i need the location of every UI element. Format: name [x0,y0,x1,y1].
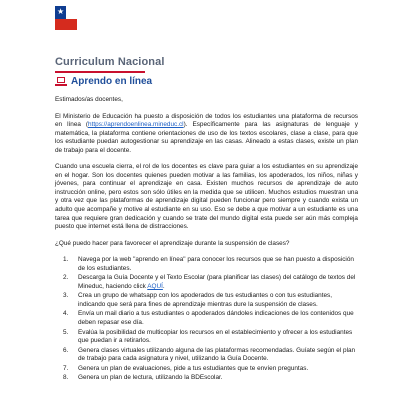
brand-subtitle-row [55,76,164,87]
question-heading: ¿Qué puedo hacer para favorecer el aprendizaje durante la suspensión de clases? [55,239,290,247]
list-item [63,364,358,374]
intro-paragraph [55,113,358,156]
download-link[interactable]: AQUÍ [147,282,163,290]
letter-body [55,96,358,384]
intro-text-end: ). Específicamente para las asignaturas de lenguaje y matemática, la plataforma contiene orientaciones de uso de los textos escolares, clase a clase, para que los estudiante puedan autogestionar su aprendizaje en las casas. Alineado a estas clases, existe un plan de trabajo para el docente. [55,121,358,154]
brand-divider [55,71,145,73]
list-item [63,292,358,309]
list-item [63,374,358,383]
star-icon: ★ [57,7,65,16]
step-number: 6. [63,346,69,354]
step-text: Genera clases virtuales utilizando alguna de las plataformas recomendadas. Guíate según el plan de trabajo para cada asignatura y nivel, utilizando la Guía Docente. [78,346,356,363]
chile-flag-icon [55,6,77,30]
step-text: Genera un plan de evaluaciones, pide a tus estudiantes que te envíen preguntas. [78,364,309,372]
step-text: Evalúa la posibilidad de multicopiar los recursos en el establecimiento y ofrecer a los estudiantes que puedan ir a retirarlos. [78,328,353,345]
intro-text-start: El Ministerio de Educación ha puesto a disposición de todos los estudiantes una plataforma de recursos en línea ( [55,112,358,129]
step-number: 5. [63,328,69,336]
step-number: 2. [63,274,69,282]
step-number: 1. [63,256,69,264]
step-text-end: . [162,282,165,290]
list-item [63,328,358,346]
government-logo [55,6,95,42]
brand-title: Curriculum Nacional [55,56,165,68]
list-item [63,346,358,364]
step-text: Envía un mail diario a tus estudiantes o apoderados dándoles indicaciones de los contenidos que deben repasar ese día. [78,310,354,327]
brand-header [55,56,164,87]
step-number: 4. [63,310,69,318]
list-item [63,274,358,291]
laptop-icon [55,77,67,86]
step-number: 3. [63,292,69,300]
brand-subtitle: Aprendo en línea [71,76,153,87]
platform-link[interactable]: https://aprendoenlinea.mineduc.cl [88,121,184,129]
step-text: Navega por la web "aprendo en línea" para conocer los recursos que se han puesto a disposición de los estudiantes. [78,256,354,272]
teacher-role-paragraph: Cuando una escuela cierra, el rol de los docentes es clave para guiar a los estudiantes en su aprendizaje en el hogar. Son los docentes quienes pueden motivar a las familias, los apoderados, los niños, niñas y jóvenes, para continuar el aprendizaje en casa. Existen muchos recursos de aprendizaje de auto instrucción online, pero estos son sólo útiles en la medida que se utilicen. Muchos estudios muestran una y otra vez que las plataformas de aprendizaje digital pueden funcionar pero siempre y cuando exista un adulto que acompañe y motive al estudiante en su uso. Eso se debe a que motivar a un estudiante es una tarea que requiere gran dedicación y cuando se trate del mundo digital esta puede ser aún más compleja puesto que internet está llena de distracciones. [55,163,358,231]
step-text: Descarga la Guía Docente y el Texto Escolar (para planificar las clases) del catálogo de textos del Mineduc, haciendo click [78,274,356,290]
steps-list [55,256,358,383]
step-text: Crea un grupo de whatsapp con los apoderados de tus estudiantes o con tus estudiantes, indicando que será para fines de aprendizaje mientras dure la suspensión de clases. [78,292,333,308]
greeting: Estimados/as docentes, [55,96,123,103]
list-item [63,310,358,327]
step-number: 7. [63,364,69,372]
step-number: 8. [63,374,69,382]
step-text: Genera un plan de lectura, utilizando la BDEscolar. [78,374,223,382]
list-item [63,256,358,273]
